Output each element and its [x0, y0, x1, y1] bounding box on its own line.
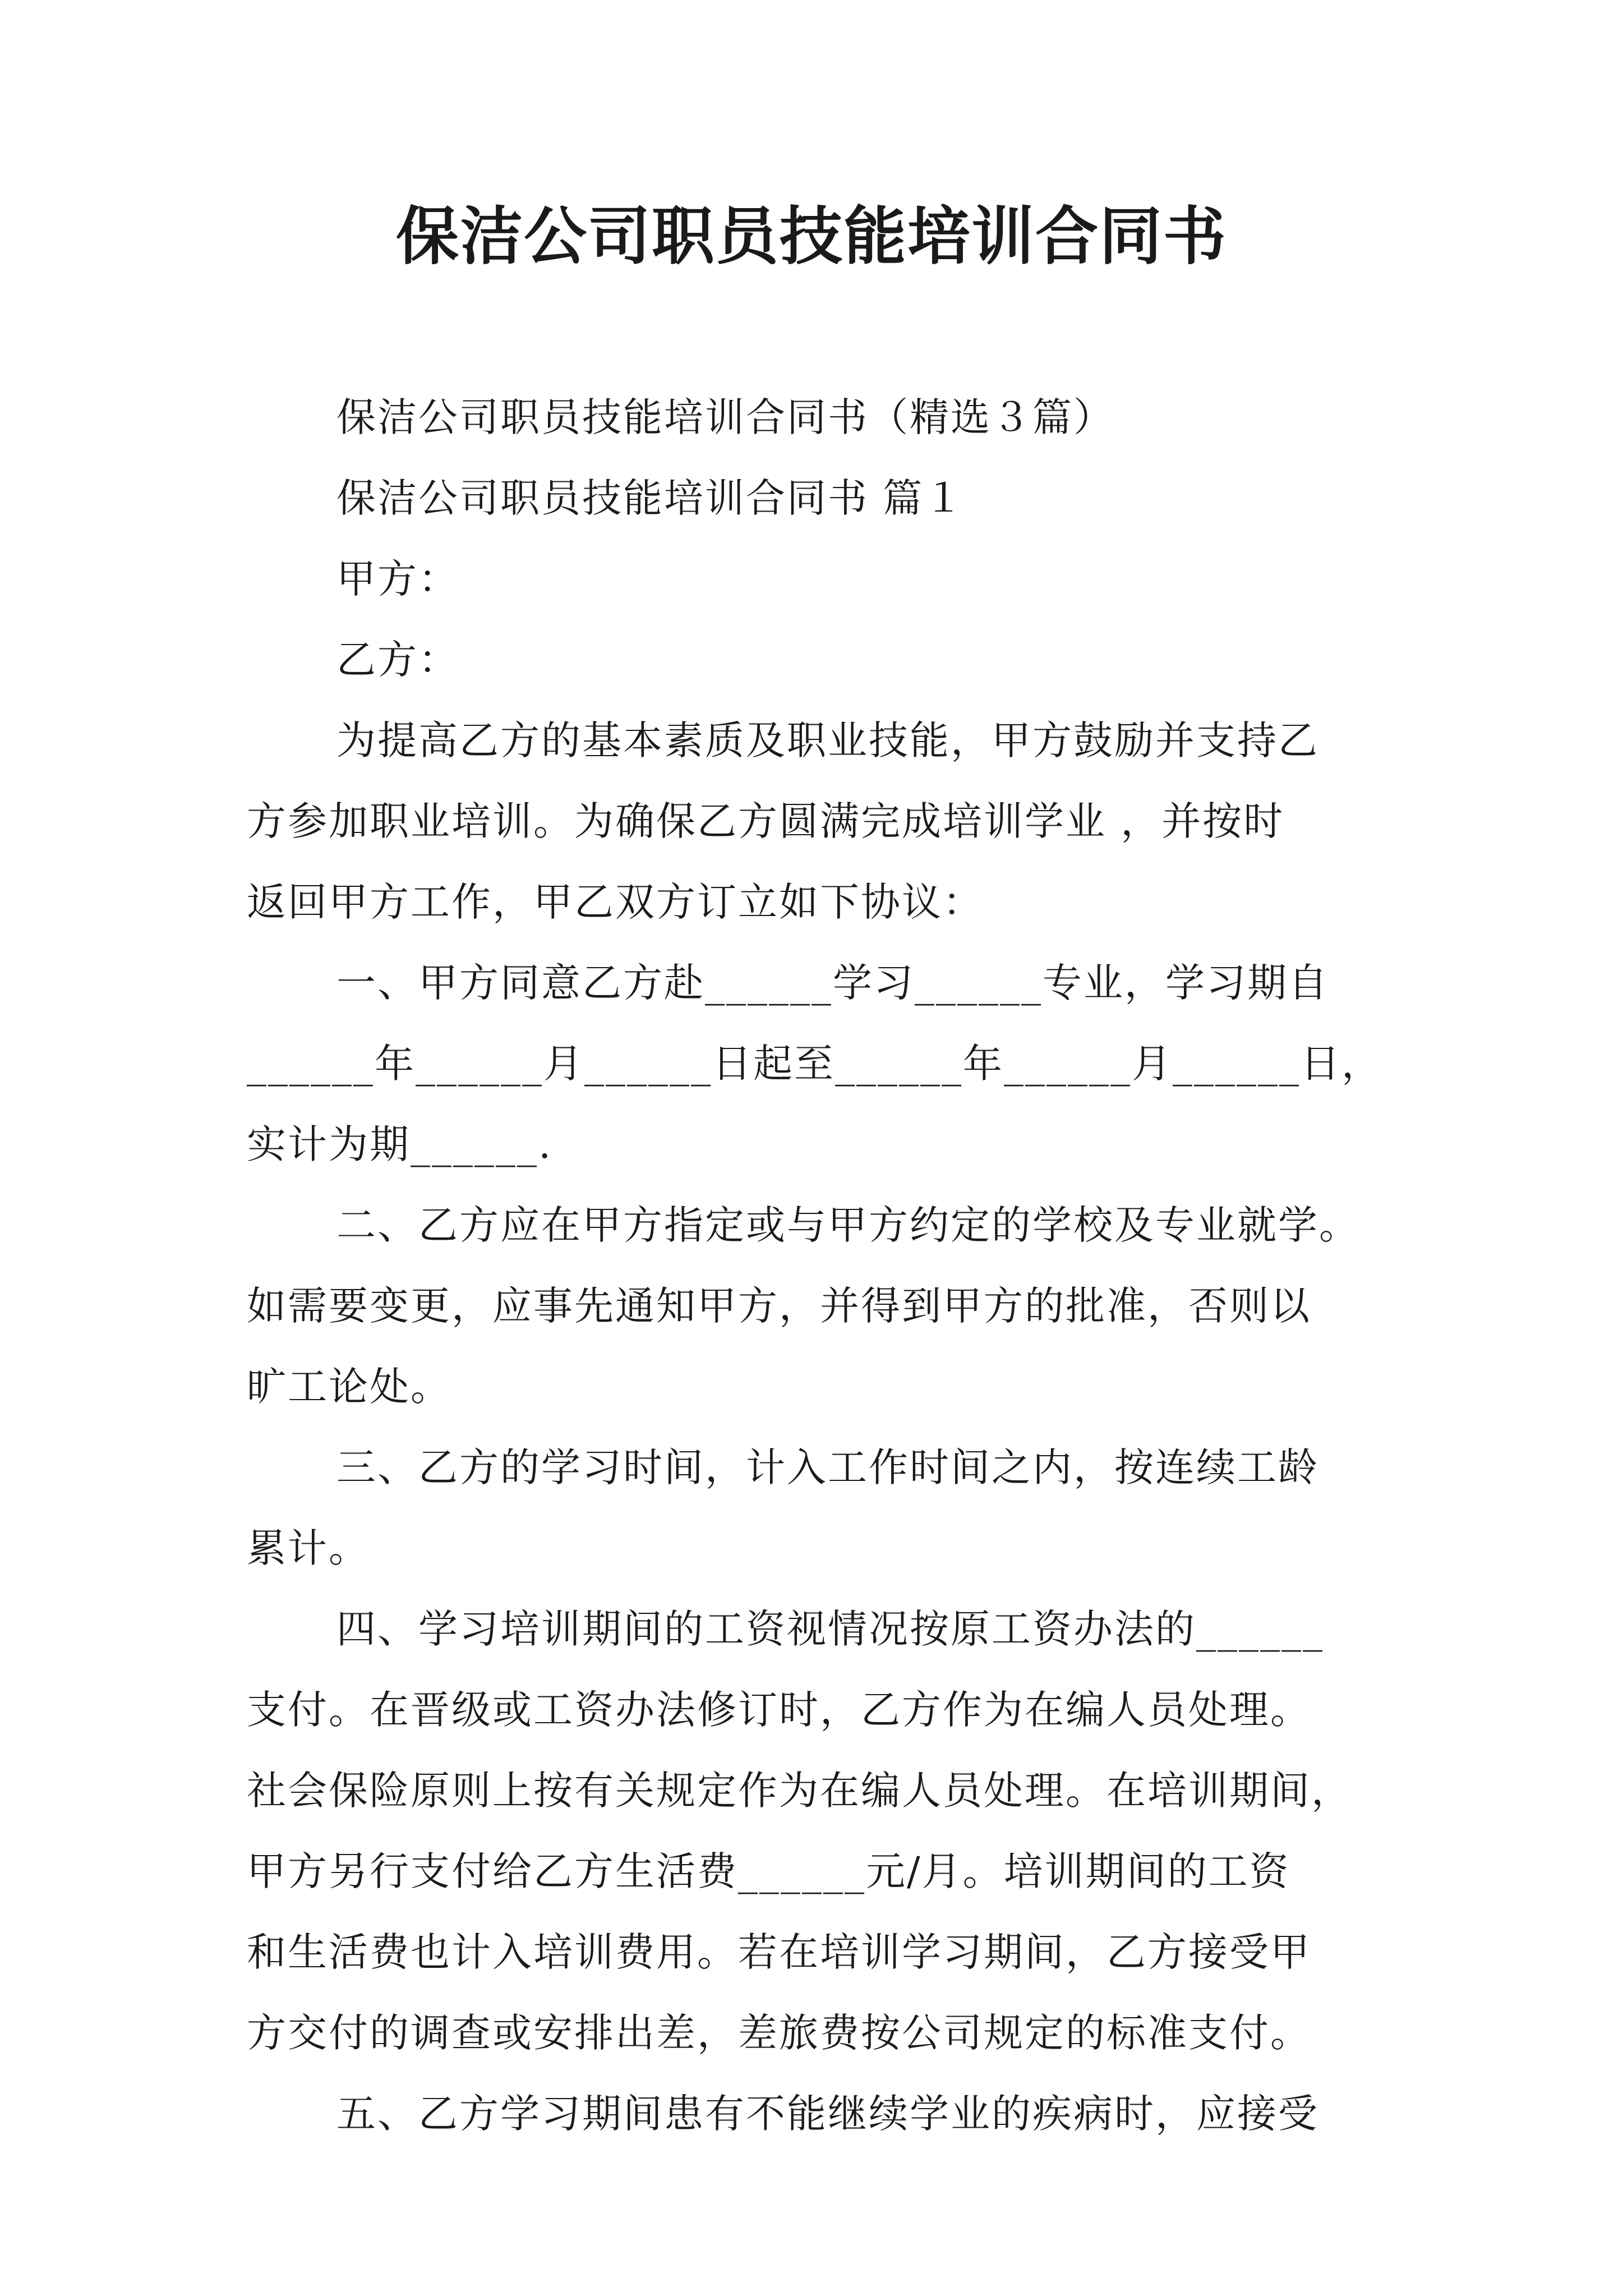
clause-2-line: 旷工论处。 — [247, 1364, 451, 1410]
clause-3-line: 累计。 — [247, 1525, 370, 1571]
party-b-label: 乙方： — [336, 637, 459, 683]
clause-2-line: 如需要变更，应事先通知甲方，并得到甲方的批准，否则以 — [247, 1283, 1311, 1329]
party-a-label: 甲方： — [336, 556, 459, 602]
section-heading: 保洁公司职员技能培训合同书 篇１ — [336, 475, 965, 521]
clause-4-line: 甲方另行支付给乙方生活费______元/月。培训期间的工资 — [247, 1848, 1290, 1894]
clause-4-line: 和生活费也计入培训费用。若在培训学习期间，乙方接受甲 — [247, 1929, 1311, 1975]
paragraph-line: 为提高乙方的基本素质及职业技能，甲方鼓励并支持乙 — [336, 717, 1319, 763]
subtitle-line: 保洁公司职员技能培训合同书（精选３篇） — [336, 394, 1114, 440]
clause-4-line: 方交付的调查或安排出差，差旅费按公司规定的标准支付。 — [247, 2010, 1311, 2056]
paragraph-line: 返回甲方工作，甲乙双方订立如下协议： — [247, 879, 984, 925]
clause-4-line: 四、学习培训期间的工资视情况按原工资办法的______ — [336, 1606, 1324, 1652]
clause-1-line: 一、甲方同意乙方赴______学习______专业，学习期自 — [336, 960, 1329, 1006]
clause-5-line: 五、乙方学习期间患有不能继续学业的疾病时，应接受 — [336, 2091, 1319, 2137]
clause-1-line: 实计为期______. — [247, 1121, 553, 1167]
clause-1-line: ______年______月______日起至______年______月______日， — [247, 1041, 1382, 1087]
clause-2-line: 二、乙方应在甲方指定或与甲方约定的学校及专业就学。 — [336, 1202, 1360, 1248]
clause-4-line: 社会保险原则上按有关规定作为在编人员处理。在培训期间， — [247, 1768, 1352, 1814]
clause-3-line: 三、乙方的学习时间，计入工作时间之内，按连续工龄 — [336, 1444, 1319, 1490]
clause-4-line: 支付。在晋级或工资办法修订时，乙方作为在编人员处理。 — [247, 1687, 1311, 1733]
document-title: 保洁公司职员技能培训合同书 — [396, 200, 1227, 273]
paragraph-line: 方参加职业培训。为确保乙方圆满完成培训学业 ，并按时 — [247, 798, 1285, 844]
